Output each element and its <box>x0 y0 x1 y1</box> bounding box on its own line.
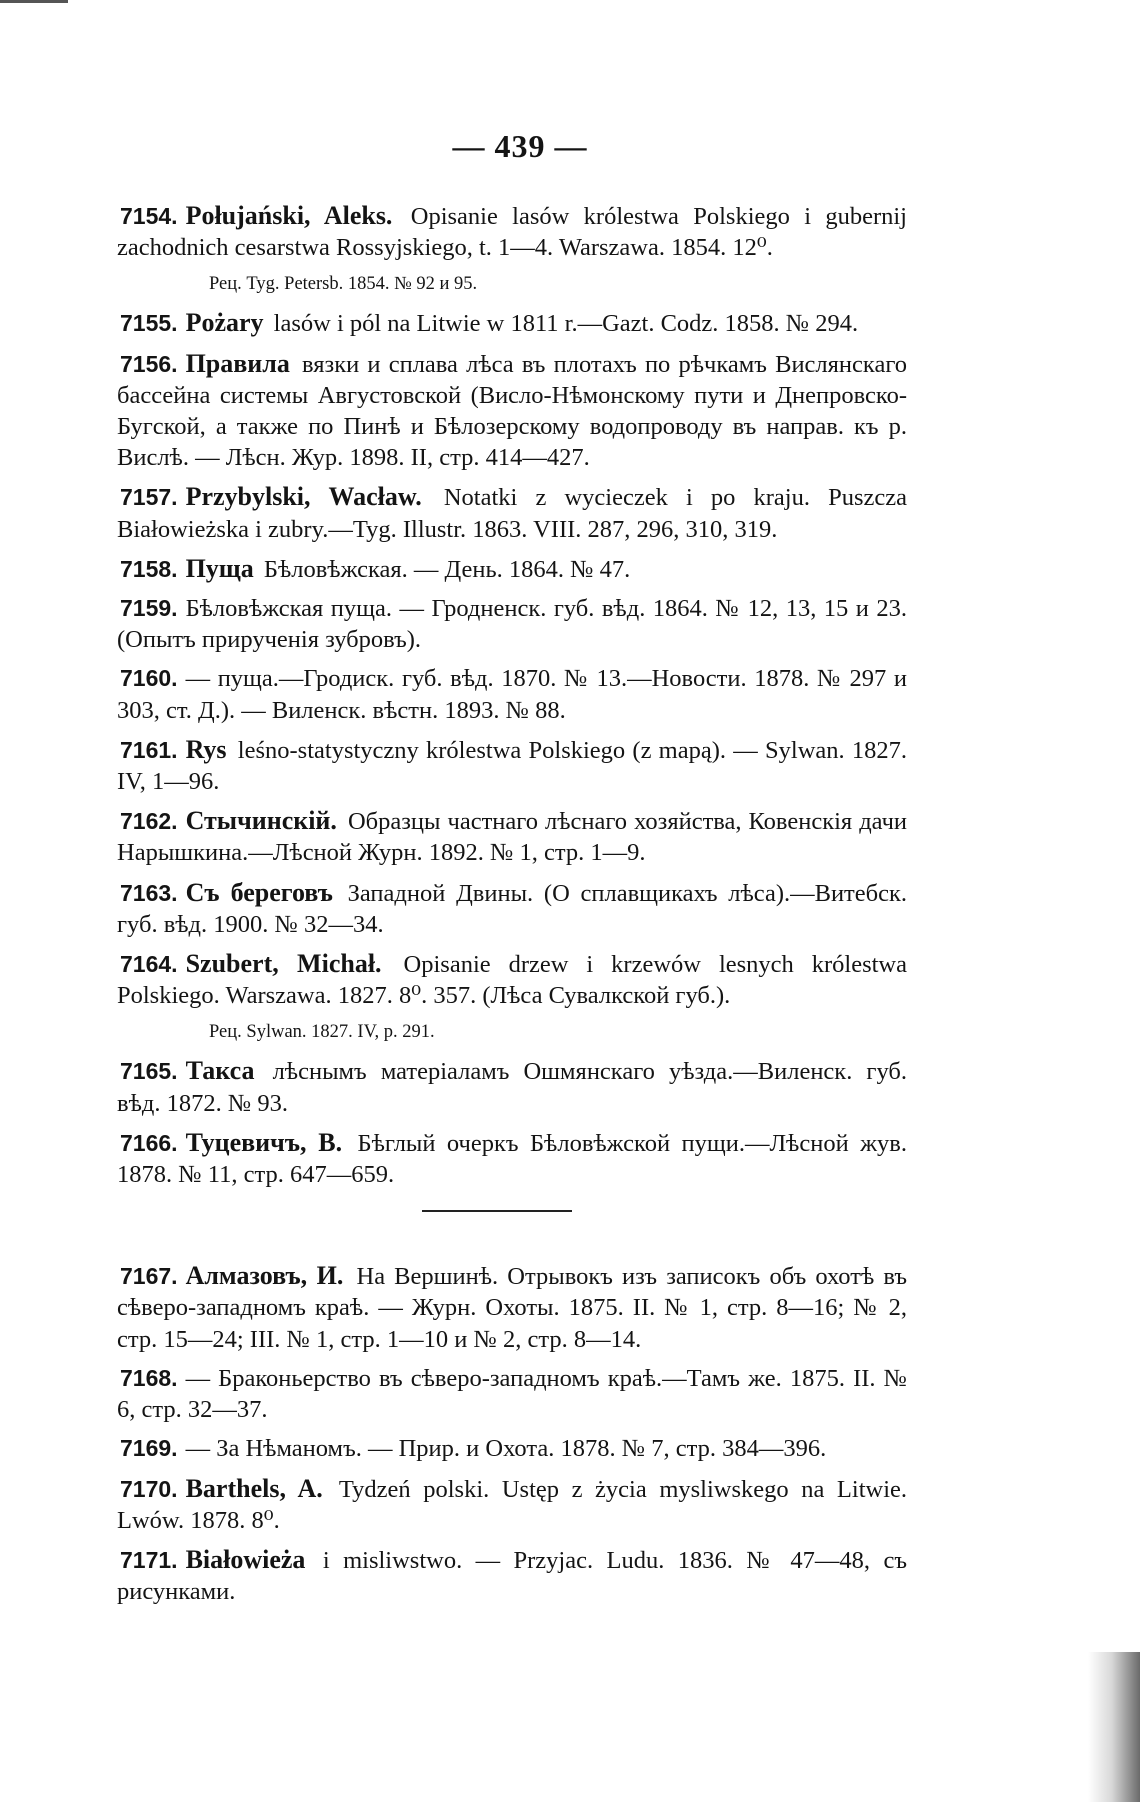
entry-7169 <box>117 1433 907 1464</box>
page-edge-shadow <box>1088 1652 1140 1802</box>
entry-heading: Такса <box>185 1056 255 1086</box>
entry-text: Tydzeń polski. Ustęp z życia mysliwskego na Litwie. Lwów. 1878. 8⁰. <box>117 1475 908 1534</box>
entry-7171 <box>117 1544 907 1607</box>
entry-7162 <box>117 805 907 868</box>
entry-7161 <box>117 734 907 797</box>
entry-text: leśno-statystyczny królestwa Polskiego (z mapą). — Sylwan. 1827. IV, 1—96. <box>117 736 907 796</box>
entry-heading: Białowieża <box>185 1544 306 1574</box>
entry-7170 <box>117 1473 907 1536</box>
entry-7155 <box>117 307 907 339</box>
entry-heading: Szubert, Michał. <box>185 949 382 979</box>
entry-text: Opisanie lasów królestwa Polskiego i gubernij zachodnich cesarstwa Rossyjskiego, t. 1—4. Warszawa. 1854. 12⁰. <box>117 203 907 262</box>
entry-text: Бѣловѣжская. — День. 1864. № 47. <box>263 555 631 583</box>
scan-artifact <box>0 0 68 3</box>
entry-heading: Rys <box>185 734 227 764</box>
entry-number: 7164. <box>120 951 178 978</box>
entry-7165 <box>117 1055 907 1118</box>
entry-number: 7171. <box>120 1546 178 1573</box>
review-note: Рец. Sylwan. 1827. IV, p. 291. <box>209 1022 435 1043</box>
entry-text: Opisanie drzew i krzewów lesnych królestwa Polskiego. Warszawa. 1827. 8⁰. 357. (Лѣса Сувалкской губ.). <box>117 951 907 1010</box>
entry-number: 7158. <box>120 555 178 582</box>
entry-number: 7163. <box>120 879 178 906</box>
entry-text: i misliwstwo. — Przyjac. Ludu. 1836. № 47—48, съ рисунками. <box>117 1546 907 1606</box>
entry-heading: Połujański, Aleks. <box>185 201 393 230</box>
entry-text: — пуща.—Гродиск. губ. вѣд. 1870. № 13.—Новости. 1878. № 297 и 303, ст. Д.). — Виленск. вѣстн. 1893. № 88. <box>117 665 907 724</box>
entry-text: Образцы частнаго лѣснаго хозяйства, Ковенскія дачи Нарышкина.—Лѣсной Журн. 1892. № 1, стр. 1—9. <box>117 808 907 867</box>
entry-text: вязки и сплава лѣса въ плотахъ по рѣчкамъ Вислянскаго бассейна системы Августовской (Висло-Нѣмонскому пути и Днепровско-Бугской, а также по Пинѣ и Бѣлозерскому водопроводу въ направ. къ р. Вислѣ. — Лѣсн. Жур. 1898. II, стр. 414—427. <box>117 350 908 472</box>
entry-text: На Вершинѣ. Отрывокъ изъ записокъ объ охотѣ въ сѣверо-западномъ краѣ. — Журн. Охоты. 1875. II. № 1, стр. 8—16; № 2, стр. 15—24; III. № 1, стр. 1—10 и № 2, стр. 8—14. <box>117 1263 907 1353</box>
entry-number: 7157. <box>120 484 178 511</box>
entry-7168 <box>117 1363 907 1425</box>
entry-number: 7167. <box>120 1263 178 1290</box>
page-number: — 439 — <box>452 128 588 164</box>
entry-number: 7170. <box>120 1475 178 1502</box>
entry-heading: Przybylski, Wacław. <box>185 482 422 512</box>
entry-7167 <box>117 1260 907 1355</box>
entry-text: Notatki z wycieczek i po kraju. Puszcza Białowieżska i zubry.—Tyg. Illustr. 1863. VIII. 287, 296, 310, 319. <box>117 484 907 543</box>
entry-text: лѣснымъ матеріаламъ Ошмянскаго уѣзда.—Виленск. губ. вѣд. 1872. № 93. <box>117 1058 907 1117</box>
entry-heading: Правила <box>185 348 290 378</box>
entry-number: 7154. <box>120 203 178 229</box>
entry-7164 <box>117 948 907 1011</box>
bibliography-column <box>117 200 907 1615</box>
entry-number: 7165. <box>120 1058 178 1085</box>
entry-number: 7162. <box>120 808 178 835</box>
entry-text: — За Нѣманомъ. — Прир. и Охота. 1878. № 7, стр. 384—396. <box>185 1435 827 1463</box>
entry-7156 <box>117 348 907 474</box>
entry-text: Бѣглый очеркъ Бѣловѣжской пущи.—Лѣсной жув. 1878. № 11, стр. 647—659. <box>117 1129 907 1189</box>
entry-heading: Barthels, A. <box>185 1473 323 1503</box>
entry-heading: Pożary <box>185 308 264 338</box>
entry-number: 7161. <box>120 736 178 763</box>
entry-7160 <box>117 663 907 725</box>
entry-7154 <box>117 200 907 263</box>
entry-number: 7156. <box>120 350 178 377</box>
entry-text: lasów i pól na Litwie w 1811 r.—Gazt. Codz. 1858. № 294. <box>273 310 859 338</box>
entry-heading: Алмазовъ, И. <box>185 1261 344 1291</box>
entry-number: 7160. <box>120 665 178 692</box>
entry-text: Западной Двины. (О сплавщикахъ лѣса).—Витебск. губ. вѣд. 1900. № 32—34. <box>117 879 907 938</box>
entry-number: 7159. <box>120 595 178 622</box>
entry-heading: Туцевичъ, В. <box>185 1127 343 1157</box>
entry-number: 7168. <box>120 1364 178 1391</box>
entry-7157 <box>117 481 907 544</box>
entry-heading: Стычинскій. <box>185 806 337 836</box>
entry-text: — Браконьерство въ сѣверо-западномъ краѣ.—Тамъ же. 1875. II. № 6, стр. 32—37. <box>117 1364 907 1424</box>
entry-7158 <box>117 553 907 585</box>
entry-number: 7166. <box>120 1129 178 1156</box>
entry-7163 <box>117 877 907 940</box>
entry-heading: Съ береговъ <box>185 877 333 907</box>
entry-7166 <box>117 1127 907 1190</box>
entry-7159 <box>117 593 907 655</box>
entry-text: Бѣловѣжская пуща. — Гродненск. губ. вѣд. 1864. № 12, 13, 15 и 23. (Опытъ прирученія зубровъ). <box>117 595 907 654</box>
entry-number: 7169. <box>120 1435 178 1462</box>
entry-heading: Пуща <box>185 553 254 583</box>
section-divider <box>422 1210 572 1212</box>
review-note: Рец. Tyg. Petersb. 1854. № 92 и 95. <box>209 274 478 295</box>
entry-number: 7155. <box>120 310 178 337</box>
